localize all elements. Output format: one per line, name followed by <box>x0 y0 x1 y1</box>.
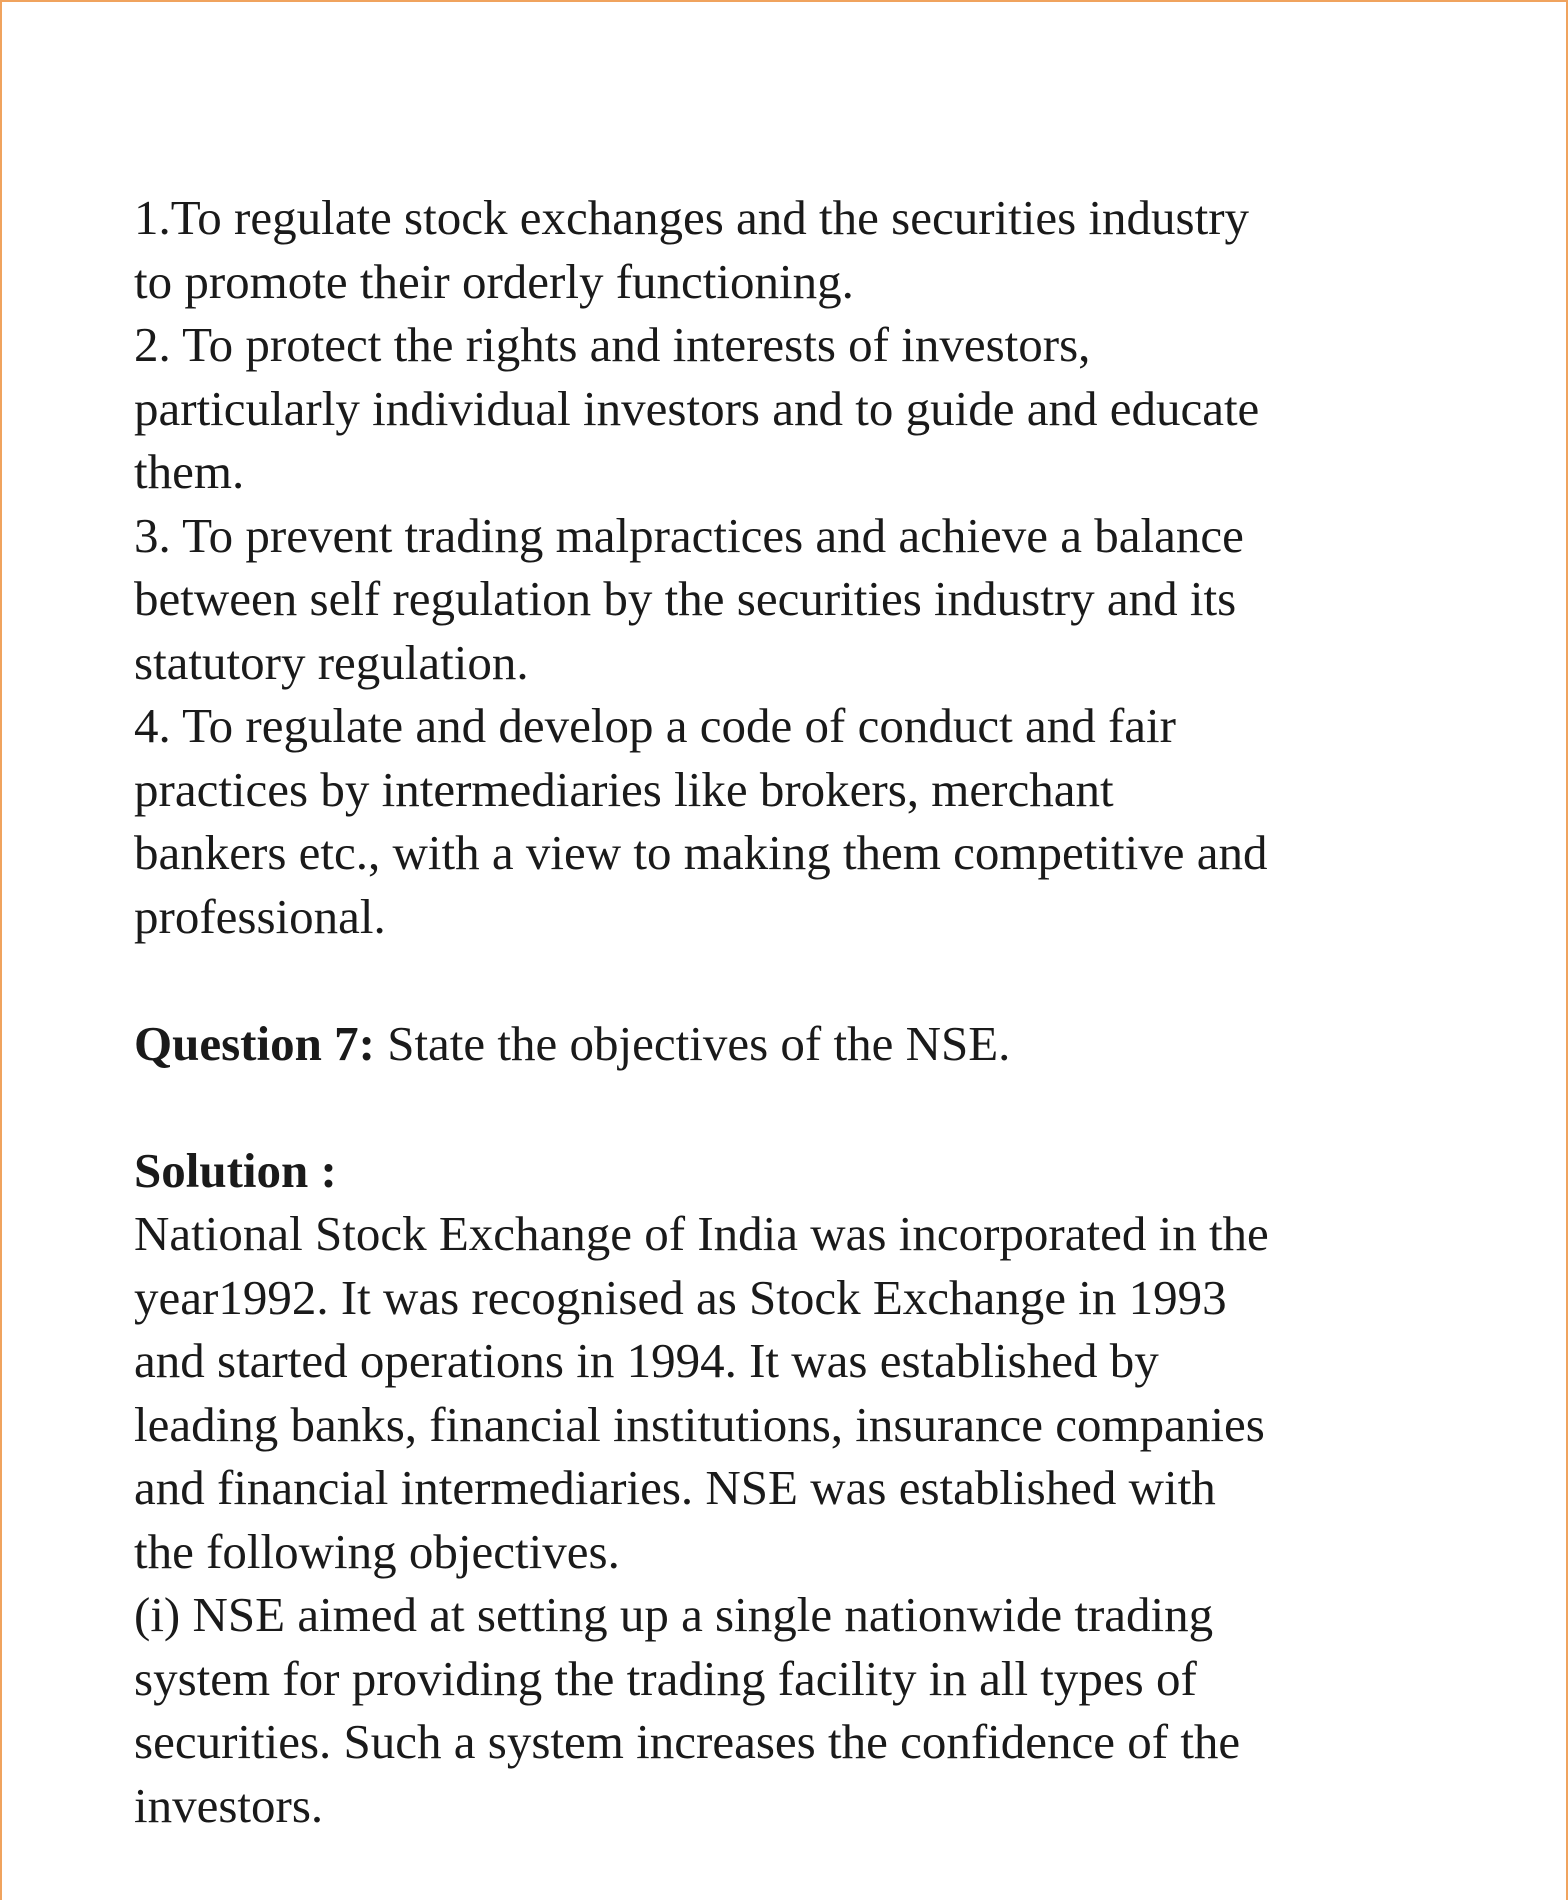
text-line: practices by intermediaries like brokers, merchant <box>134 761 1114 817</box>
spacer <box>134 1075 1434 1139</box>
text-line: National Stock Exchange of India was incorporated in the <box>134 1206 1269 1261</box>
text-line: the following objectives. <box>134 1523 620 1579</box>
solution-label: Solution : <box>134 1142 337 1198</box>
text-line: year1992. It was recognised as Stock Exchange in 1993 <box>134 1269 1227 1325</box>
text-line: system for providing the trading facility in all types of <box>134 1650 1197 1706</box>
spacer <box>134 948 1434 1012</box>
text-line: 3. To prevent trading malpractices and achieve a balance <box>134 507 1244 563</box>
text-line: and started operations in 1994. It was established by <box>134 1333 1159 1388</box>
text-line: and financial intermediaries. NSE was established with <box>134 1460 1216 1515</box>
document-body <box>134 186 1434 1837</box>
text-line: 4. To regulate and develop a code of conduct and fair <box>134 698 1176 753</box>
text-line: between self regulation by the securities industry and its <box>134 571 1237 626</box>
text-line: particularly individual investors and to guide and educate <box>134 380 1260 436</box>
solution-paragraph <box>134 1202 1434 1583</box>
text-line: professional. <box>134 888 386 944</box>
text-line: them. <box>134 444 245 499</box>
question-heading <box>134 1012 1434 1076</box>
objective-point-1 <box>134 186 1434 313</box>
nse-objective-1 <box>134 1583 1434 1837</box>
objective-point-3 <box>134 504 1434 695</box>
text-line: leading banks, financial institutions, insurance companies <box>134 1396 1265 1452</box>
text-line: 1.To regulate stock exchanges and the securities industry <box>134 190 1250 245</box>
text-line: to promote their orderly functioning. <box>134 253 854 309</box>
text-line: statutory regulation. <box>134 634 529 690</box>
objective-point-4 <box>134 694 1434 948</box>
text-line: (i) NSE aimed at setting up a single nationwide trading <box>134 1587 1214 1642</box>
question-text: State the objectives of the NSE. <box>374 1015 1011 1071</box>
text-line: 2. To protect the rights and interests of investors, <box>134 317 1091 372</box>
text-line: investors. <box>134 1777 324 1833</box>
objective-point-2 <box>134 313 1434 504</box>
text-line: bankers etc., with a view to making them competitive and <box>134 825 1268 880</box>
question-label: Question 7: <box>134 1015 375 1071</box>
text-line: securities. Such a system increases the confidence of the <box>134 1714 1241 1769</box>
